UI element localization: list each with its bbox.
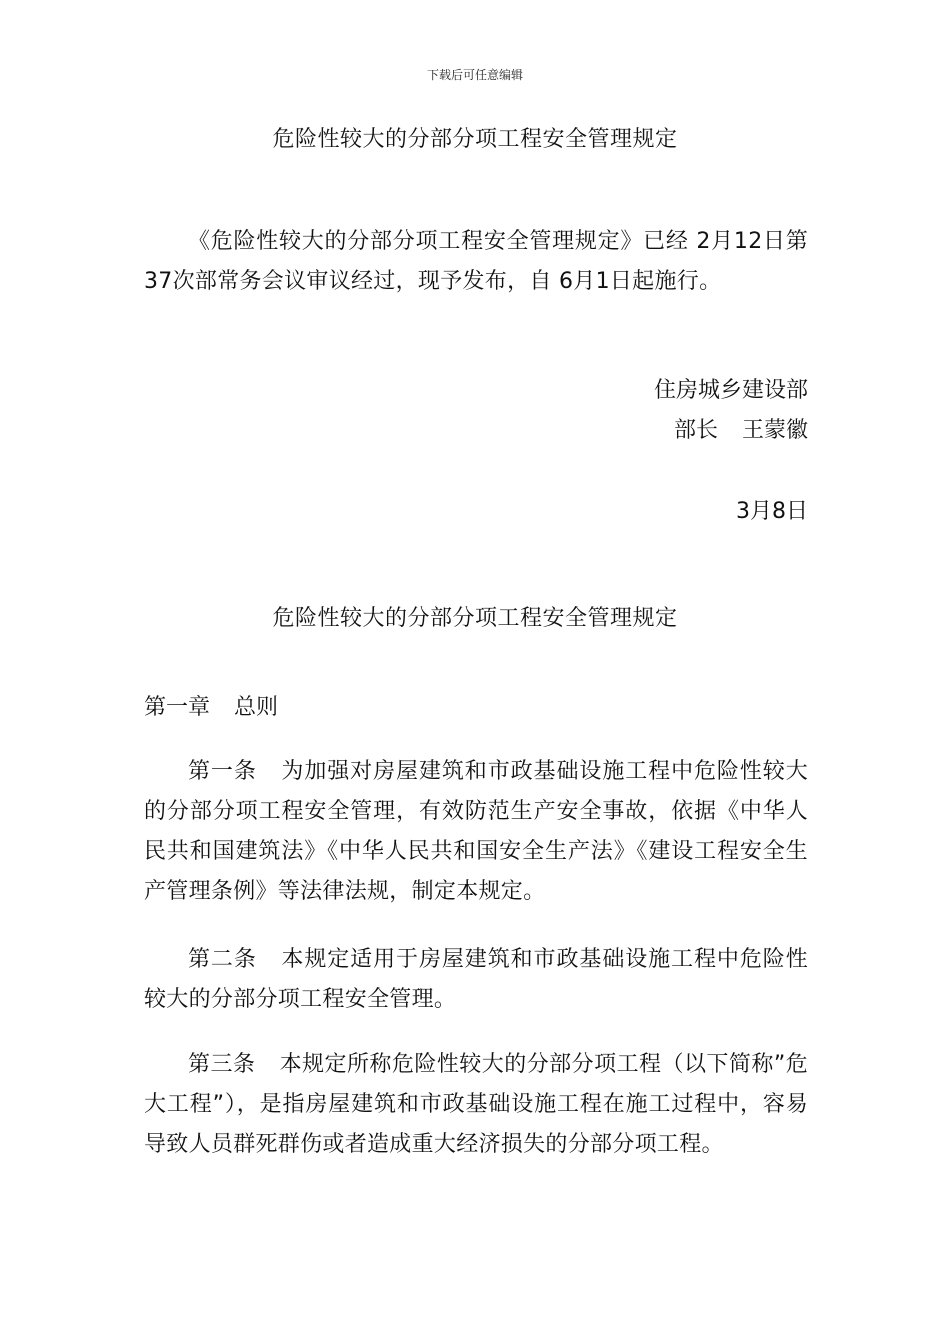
intro-paragraph: 《危险性较大的分部分项工程安全管理规定》已经 2月12日第37次部常务会议审议经过，现予发布，自 6月1日起施行。 xyxy=(144,229,808,294)
minister-name: 王蒙徽 xyxy=(741,418,808,443)
minister-signature xyxy=(674,413,808,444)
document-title-top: 危险性较大的分部分项工程安全管理规定 xyxy=(272,127,678,152)
article-text: 本规定适用于房屋建筑和市政基础设施工程中危险性较大的分部分项工程安全管理。 xyxy=(144,947,809,1012)
chapter-number: 第一章 xyxy=(144,695,211,720)
article-number: 第二条 xyxy=(188,947,257,972)
issue-date: 3月8日 xyxy=(736,499,808,524)
chapter-heading xyxy=(144,690,278,721)
article-2 xyxy=(144,940,808,1020)
header-note: 下载后可任意编辑 xyxy=(426,68,523,82)
document-title-main: 危险性较大的分部分项工程安全管理规定 xyxy=(272,606,678,631)
article-text: 本规定所称危险性较大的分部分项工程（以下简称”危大工程”），是指房屋建筑和市政基础设施工程在施工过程中，容易导致人员群死群伤或者造成重大经济损失的分部分项工程。 xyxy=(144,1052,808,1157)
article-3 xyxy=(144,1045,808,1165)
article-1 xyxy=(144,752,808,912)
article-number: 第一条 xyxy=(188,759,257,784)
article-number: 第三条 xyxy=(188,1052,256,1077)
chapter-name: 总则 xyxy=(234,695,279,720)
minister-title: 部长 xyxy=(673,418,718,443)
article-text: 为加强对房屋建筑和市政基础设施工程中危险性较大的分部分项工程安全管理，有效防范生产安全事故，依据《中华人民共和国建筑法》《中华人民共和国安全生产法》《建设工程安全生产管理条例》等法律法规，制定本规定。 xyxy=(144,759,809,904)
issuing-department: 住房城乡建设部 xyxy=(653,378,808,403)
